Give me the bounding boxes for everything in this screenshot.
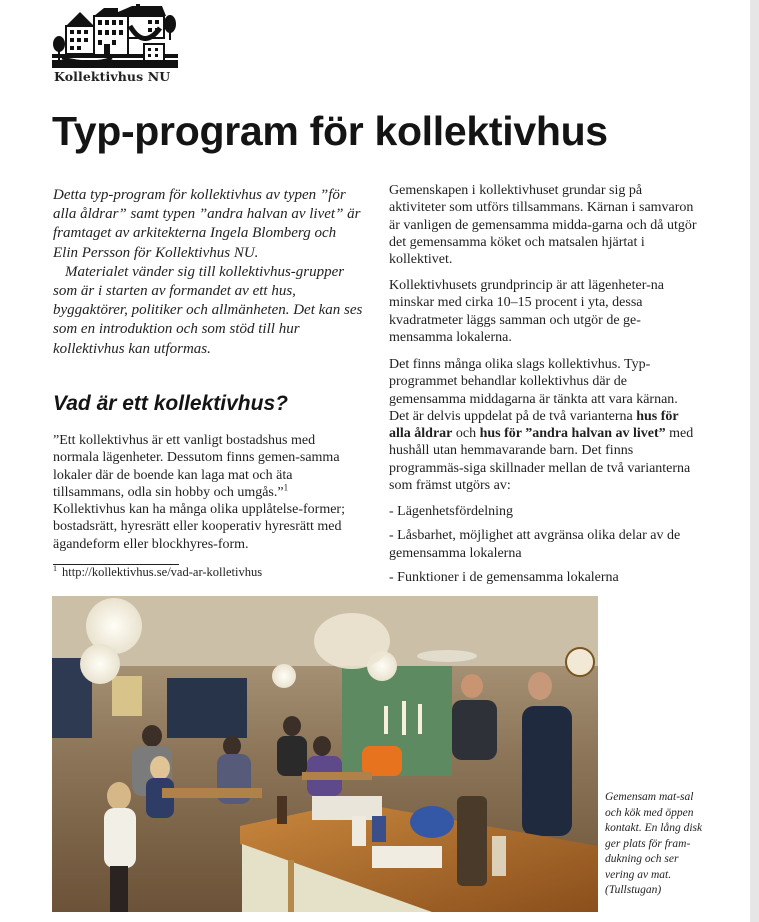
paragraph-text: Kollektivhusets grundprincip är att lägenheter-na minskar med cirka 10–15 procent i yta, dessa kvadratmeter läggs samman och utgör de ge-mensamma lokalerna. bbox=[389, 278, 664, 345]
variant-all-ages: hus för alla åldrar bbox=[389, 408, 679, 442]
text-span: med hushåll utan hemmavarande barn. Det finns programmäs-siga skillnader mellan de två varianterna som främst utgörs av: bbox=[389, 426, 694, 494]
intro-paragraph: Detta typ-program för kollektivhus av typen ”för alla åldrar” samt typen ”andra halvan av livet” är framtaget av arkitekterna Ingela Blomberg och Elin Persson för Kollektivhus NU. bbox=[53, 187, 361, 261]
variant-second-half: hus för ”andra halvan av livet” bbox=[479, 426, 666, 442]
definition-text bbox=[53, 432, 363, 553]
house-illustration-icon bbox=[52, 4, 178, 70]
paragraph-text bbox=[389, 356, 699, 494]
tenure-text: Kollektivhus kan ha många olika upplåtelse-former; bostadsrätt, hyresrätt eller kooperativ hyresrätt med ägandeform eller blockhyres-form. bbox=[53, 502, 345, 552]
paragraph-text: Gemenskapen i kollektivhuset grundar sig på aktiviteter som utförs tillsammans. Kärnan i samvaron är vanligen de gemensamma midda-garna och då utgör det gemensamma köket och matsalen hjärtat i kollektivet. bbox=[389, 183, 697, 268]
footnote-number: 1 bbox=[53, 563, 57, 573]
list-item: - Lägenhetsfördelning bbox=[389, 504, 514, 519]
differences-list bbox=[389, 503, 699, 593]
footnote-link[interactable]: http://kollektivhus.se/vad-ar-kolletivhus bbox=[62, 565, 263, 579]
page-gutter bbox=[750, 0, 759, 922]
section-heading: Vad är ett kollektivhus? bbox=[53, 392, 288, 415]
intro-paragraph: Materialet vänder sig till kollektivhus-grupper som är i starten av formandet av ett hus, byggaktörer, politiker och allmänheten. Det kan ses som en introduktion och som stöd till hur kollektivhus kan utformas. bbox=[53, 263, 363, 357]
page-title: Typ-program för kollektivhus bbox=[52, 108, 608, 154]
text-span: Det finns många olika slags kollektivhus. Typ-programmet behandlar kollektivhus där de gemensamma middagarna är tänkta att vara kärnan. Det är delvis uppdelat på de två varianterna bbox=[389, 357, 678, 424]
footnote-ref[interactable]: 1 bbox=[283, 482, 289, 493]
right-paragraph-1 bbox=[389, 182, 699, 268]
definition-paragraph bbox=[53, 432, 363, 553]
right-paragraph-2 bbox=[389, 277, 699, 346]
list-item: - Funktioner i de gemensamma lokalerna bbox=[389, 569, 619, 585]
right-paragraph-3 bbox=[389, 356, 699, 494]
logo bbox=[52, 4, 178, 84]
footnote bbox=[53, 565, 262, 580]
intro-text bbox=[53, 186, 363, 359]
photo-caption: Gemensam mat-sal och kök med öppen kontakt. En lång disk ger plats för fram-dukning och ser vering av mat. (Tullstugan) bbox=[605, 791, 703, 896]
logo-text: Kollektivhus NU bbox=[54, 69, 171, 84]
text-span: och bbox=[452, 426, 480, 442]
definition-quote: ”Ett kollektivhus är ett vanligt bostadshus med normala lägenheter. Dessutom finns gemen-samma lokaler där de boende kan laga mat och äta tillsammans, odla sin hobby och umgås.” bbox=[53, 433, 340, 500]
list-item: - Låsbarhet, möjlighet att avgränsa olika delar av de gemensamma lokalerna bbox=[389, 528, 681, 561]
dining-room-photo bbox=[52, 596, 598, 912]
